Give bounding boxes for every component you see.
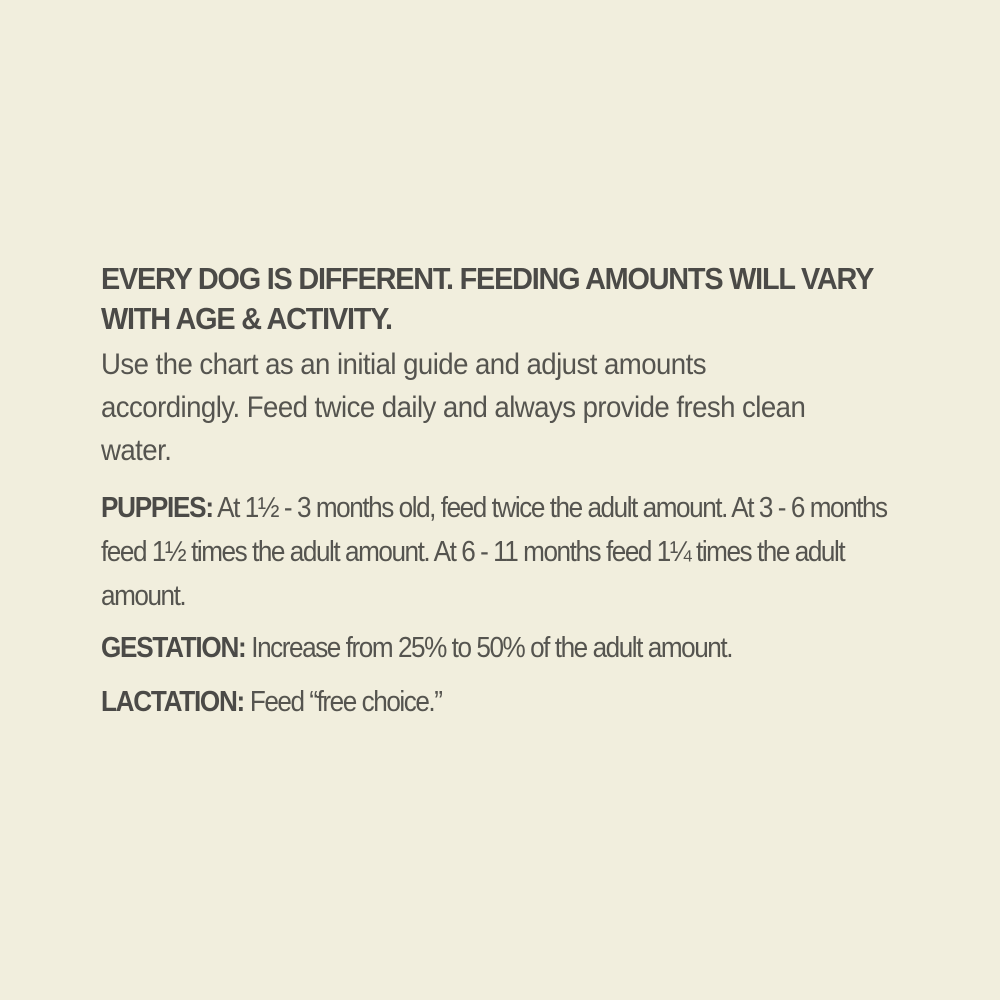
lactation-note bbox=[101, 680, 893, 724]
lactation-text: Feed “free choice.” bbox=[244, 686, 442, 718]
gestation-note bbox=[101, 626, 893, 670]
headline: EVERY DOG IS DIFFERENT. FEEDING AMOUNTS WILL VARY WITH AGE & ACTIVITY. bbox=[101, 261, 873, 336]
puppies-text: At 1½ - 3 months old, feed twice the adult amount. At 3 - 6 months feed 1½ times the adult amount. At 6 - 11 months feed 1¼ times the adult amount. bbox=[101, 492, 887, 612]
intro-text: Use the chart as an initial guide and adjust amounts accordingly. Feed twice daily and always provide fresh clean water. bbox=[101, 348, 806, 467]
gestation-text: Increase from 25% to 50% of the adult amount. bbox=[245, 632, 733, 664]
feeding-guide-panel bbox=[101, 259, 921, 724]
gestation-label: GESTATION: bbox=[101, 632, 246, 664]
puppies-label: PUPPIES: bbox=[101, 492, 213, 524]
puppies-note bbox=[101, 486, 893, 618]
lactation-label: LACTATION: bbox=[101, 686, 245, 718]
